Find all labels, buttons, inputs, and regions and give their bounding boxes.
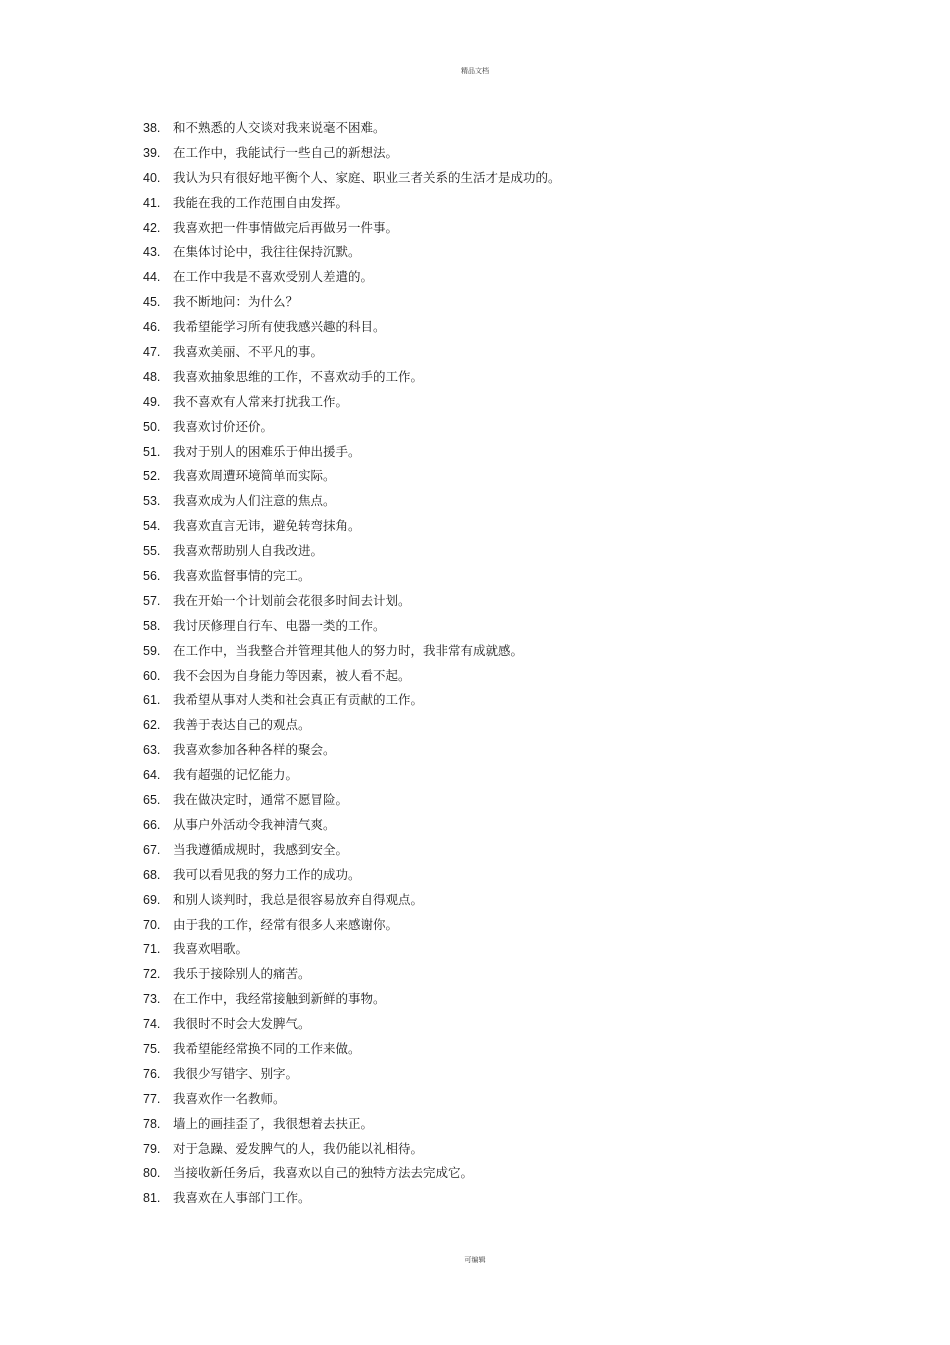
item-text: 我很时不时会大发脾气。 [173,1016,311,1032]
item-text: 我可以看见我的努力工作的成功。 [173,866,361,882]
item-text: 当我遵循成规时，我感到安全。 [173,841,349,857]
item-number: 81. [143,1191,161,1206]
item-number: 45. [143,295,161,310]
item-text: 在工作中我是不喜欢受别人差遣的。 [173,269,374,285]
item-number: 60. [143,668,161,683]
list-item [143,365,561,390]
list-item [143,390,561,415]
list-item [143,1161,561,1186]
list-item [143,340,561,365]
list-item [143,1062,561,1087]
item-text: 我喜欢唱歌。 [173,941,249,957]
item-number: 74. [143,1017,161,1032]
item-text: 我有超强的记忆能力。 [173,767,299,783]
list-item [143,290,561,315]
item-number: 70. [143,917,161,932]
item-text: 我喜欢抽象思维的工作，不喜欢动手的工作。 [173,368,424,384]
item-number: 47. [143,345,161,360]
list-item [143,913,561,938]
list-item [143,763,561,788]
item-number: 73. [143,992,161,1007]
list-item [143,464,561,489]
item-number: 75. [143,1041,161,1056]
item-number: 69. [143,892,161,907]
list-item [143,1087,561,1112]
item-text: 我不断地问：为什么？ [173,294,299,310]
list-item [143,664,561,689]
list-item [143,514,561,539]
item-number: 43. [143,245,161,260]
list-item [143,788,561,813]
list-item [143,888,561,913]
list-item [143,166,561,191]
item-text: 我喜欢直言无讳，避免转弯抹角。 [173,518,361,534]
item-text: 在集体讨论中，我往往保持沉默。 [173,244,361,260]
item-text: 我喜欢参加各种各样的聚会。 [173,742,336,758]
item-number: 40. [143,170,161,185]
item-number: 76. [143,1066,161,1081]
item-text: 我不喜欢有人常来打扰我工作。 [173,393,349,409]
item-text: 我认为只有很好地平衡个人、家庭、职业三者关系的生活才是成功的。 [173,169,561,185]
item-number: 78. [143,1116,161,1131]
list-item [143,315,561,340]
item-number: 51. [143,444,161,459]
item-text: 当接收新任务后，我喜欢以自己的独特方法去完成它。 [173,1165,474,1181]
list-item [143,489,561,514]
item-number: 72. [143,967,161,982]
item-number: 65. [143,793,161,808]
list-item [143,738,561,763]
item-text: 我喜欢成为人们注意的焦点。 [173,493,336,509]
item-number: 44. [143,270,161,285]
item-text: 我乐于接除别人的痛苦。 [173,966,311,982]
list-item [143,1112,561,1137]
item-number: 46. [143,320,161,335]
item-text: 我希望能学习所有使我感兴趣的科目。 [173,319,386,335]
item-number: 55. [143,544,161,559]
item-text: 我不会因为自身能力等因素，被人看不起。 [173,667,411,683]
item-number: 42. [143,220,161,235]
item-text: 由于我的工作，经常有很多人来感谢你。 [173,916,399,932]
item-text: 我讨厌修理自行车、电器一类的工作。 [173,617,386,633]
item-text: 从事户外活动令我神清气爽。 [173,816,336,832]
item-number: 66. [143,817,161,832]
item-text: 我在做决定时，通常不愿冒险。 [173,792,349,808]
item-number: 62. [143,718,161,733]
item-text: 我喜欢讨价还价。 [173,418,274,434]
list-item [143,937,561,962]
item-number: 41. [143,195,161,210]
list-item [143,863,561,888]
list-item [143,1037,561,1062]
item-number: 49. [143,394,161,409]
list-item [143,539,561,564]
item-number: 77. [143,1091,161,1106]
item-number: 39. [143,145,161,160]
item-number: 53. [143,494,161,509]
item-text: 在工作中，我经常接触到新鲜的事物。 [173,991,386,1007]
list-item [143,141,561,166]
item-number: 68. [143,867,161,882]
item-text: 我善于表达自己的观点。 [173,717,311,733]
item-number: 59. [143,643,161,658]
item-number: 79. [143,1141,161,1156]
item-text: 我喜欢把一件事情做完后再做另一件事。 [173,219,399,235]
item-text: 我在开始一个计划前会花很多时间去计划。 [173,592,411,608]
item-text: 我喜欢帮助别人自我改进。 [173,543,324,559]
list-item [143,216,561,241]
list-item [143,688,561,713]
item-text: 我喜欢周遭环境简单而实际。 [173,468,336,484]
item-text: 和不熟悉的人交谈对我来说毫不困难。 [173,120,386,135]
item-text: 我希望从事对人类和社会真正有贡献的工作。 [173,692,424,708]
list-item [143,415,561,440]
list-item [143,265,561,290]
item-number: 48. [143,369,161,384]
item-text: 我很少写错字、别字。 [173,1065,299,1081]
list-item [143,1012,561,1037]
item-number: 61. [143,693,161,708]
list-item [143,962,561,987]
item-text: 墙上的画挂歪了，我很想着去扶正。 [173,1115,374,1131]
item-text: 我喜欢监督事情的完工。 [173,568,311,584]
item-number: 52. [143,469,161,484]
item-number: 63. [143,743,161,758]
list-item [143,639,561,664]
item-text: 我喜欢作一名教师。 [173,1090,286,1106]
item-number: 58. [143,618,161,633]
item-number: 56. [143,569,161,584]
item-number: 80. [143,1166,161,1181]
page-footer: 可编辑 [464,1256,486,1264]
list-item [143,191,561,216]
item-number: 67. [143,842,161,857]
page-header: 精品文档 [461,67,489,75]
list-item [143,116,561,141]
item-text: 对于急躁、爱发脾气的人，我仍能以礼相待。 [173,1140,424,1156]
questionnaire-list [143,116,561,1211]
list-item [143,987,561,1012]
item-text: 我能在我的工作范围自由发挥。 [173,194,349,210]
list-item [143,614,561,639]
list-item [143,813,561,838]
list-item [143,838,561,863]
item-number: 57. [143,593,161,608]
item-number: 71. [143,942,161,957]
list-item [143,564,561,589]
list-item [143,240,561,265]
item-text: 我喜欢在人事部门工作。 [173,1190,311,1206]
item-number: 50. [143,419,161,434]
item-text: 和别人谈判时，我总是很容易放弃自得观点。 [173,891,424,907]
item-text: 我对于别人的困难乐于伸出援手。 [173,443,361,459]
list-item [143,1186,561,1211]
item-number: 54. [143,519,161,534]
item-number: 64. [143,768,161,783]
item-text: 我喜欢美丽、不平凡的事。 [173,344,324,360]
list-item [143,589,561,614]
item-text: 在工作中，我能试行一些自己的新想法。 [173,144,399,160]
item-text: 在工作中，当我整合并管理其他人的努力时，我非常有成就感。 [173,642,524,658]
list-item [143,1137,561,1162]
list-item [143,440,561,465]
item-text: 我希望能经常换不同的工作来做。 [173,1040,361,1056]
list-item [143,713,561,738]
item-number: 38. [143,121,161,135]
